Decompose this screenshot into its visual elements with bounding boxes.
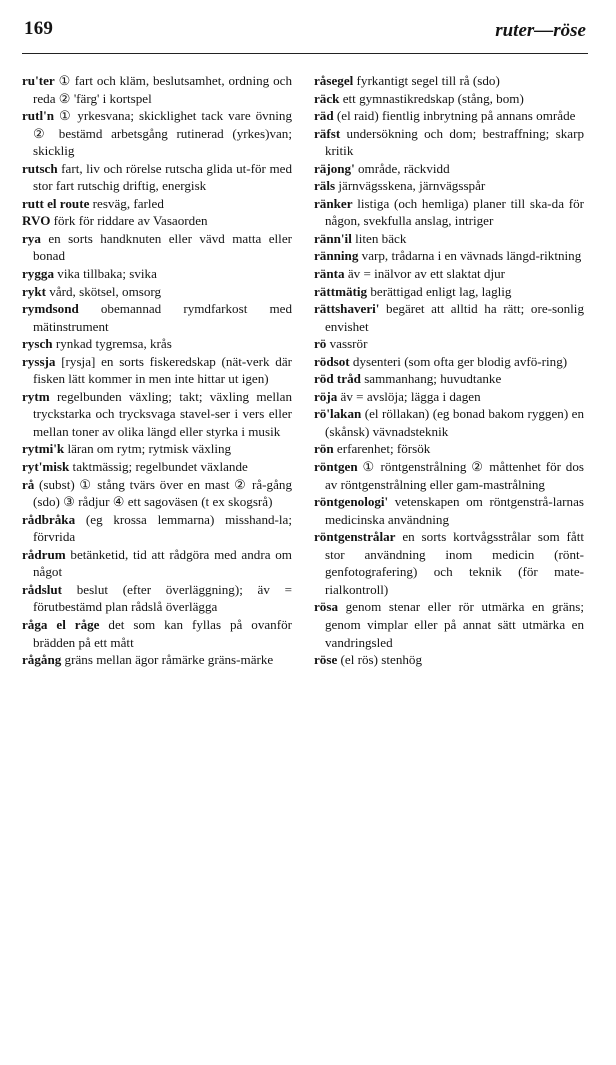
entry-definition: beslut (efter överläggning); äv = förutbestämd plan rådslå överlägga <box>33 581 292 615</box>
dictionary-entry <box>22 72 292 107</box>
dictionary-entry <box>314 493 584 528</box>
dictionary-entry <box>22 353 292 388</box>
dictionary-entry <box>314 353 584 371</box>
dictionary-entry <box>314 160 584 178</box>
entry-headword: ränn'il <box>314 230 352 246</box>
entry-definition: vård, skötsel, omsorg <box>46 283 162 299</box>
entry-headword: rytmi'k <box>22 441 65 457</box>
entry-definition: gräns mellan ägor råmärke gräns-märke <box>61 652 274 668</box>
entry-definition: taktmässig; regelbundet växlande <box>69 459 248 475</box>
entry-definition: vassrör <box>326 336 368 352</box>
entry-definition: äv = inälvor av ett slaktat djur <box>344 266 506 282</box>
entry-definition: område, räckvidd <box>354 160 450 176</box>
entry-headword: röntgen <box>314 459 358 475</box>
entry-headword: rådrum <box>22 546 66 562</box>
entry-headword: rö'lakan <box>314 406 362 422</box>
dictionary-entry <box>314 458 584 493</box>
entry-definition: (el rös) stenhög <box>337 652 423 668</box>
dictionary-entry <box>314 265 584 283</box>
entry-headword: rutl'n <box>22 108 55 124</box>
dictionary-entry <box>22 265 292 283</box>
entry-headword: räjong' <box>314 160 355 176</box>
left-column <box>22 72 292 669</box>
dictionary-entry <box>314 335 584 353</box>
entry-headword: räls <box>314 178 336 194</box>
dictionary-entry <box>22 581 292 616</box>
entry-definition: liten bäck <box>351 230 407 246</box>
entry-headword: rutt el route <box>22 195 90 211</box>
entry-definition: obemannad rymdfarkost med mätinstrument <box>33 301 292 334</box>
entry-definition: erfarenhet; försök <box>333 441 431 457</box>
entry-headword: RVO <box>22 213 51 229</box>
entry-headword: rysch <box>22 336 53 352</box>
entry-definition: genom stenar eller rör utmärka en gräns; genom vimplar eller på annat sätt utmärka en vandringsled <box>325 599 584 650</box>
entry-headword: rådslut <box>22 581 63 597</box>
entry-definition: resväg, farled <box>89 195 164 211</box>
dictionary-entry <box>22 458 292 476</box>
entry-headword: ränta <box>314 266 345 282</box>
entry-headword: ryt'misk <box>22 459 70 475</box>
entry-definition: (eg krossa lemmarna) misshand-la; förvrida <box>33 511 292 545</box>
entry-headword: röntgenologi' <box>314 494 389 510</box>
dictionary-entry <box>22 511 292 546</box>
entry-headword: rådbråka <box>22 511 76 527</box>
entry-definition: det som kan fyllas på ovanför brädden på ett mått <box>33 616 292 650</box>
entry-headword: rygga <box>22 266 54 282</box>
entry-headword: räd <box>314 108 334 124</box>
dictionary-entry <box>314 125 584 160</box>
entry-definition: [rysja] en sorts fiskeredskap (nät-verk där fisken lätt kommer in men inte hittar ut igen) <box>33 353 292 387</box>
entry-definition: (el raid) fientlig inbrytning på annans område <box>333 108 576 124</box>
dictionary-entry <box>22 300 292 335</box>
dictionary-entry <box>314 440 584 458</box>
dictionary-entry <box>22 212 292 230</box>
entry-headword: ränker <box>314 195 353 211</box>
entry-definition: fyrkantigt segel till rå (sdo) <box>353 73 500 88</box>
entry-definition: begäret att alltid ha rätt; ore-sonlig envishet <box>325 301 584 334</box>
page-number: 169 <box>24 18 54 39</box>
entry-definition: undersökning och dom; bestraffning; skarp kritik <box>325 125 584 159</box>
dictionary-entry <box>314 651 584 669</box>
dictionary-entry <box>314 107 584 125</box>
entry-headword: rö <box>314 336 327 352</box>
dictionary-entry <box>314 72 584 90</box>
entry-definition: dysenteri (som ofta ger blodig avfö-ring) <box>349 353 568 369</box>
running-head: ruter—röse <box>495 20 586 41</box>
entry-headword: rödsot <box>314 353 350 369</box>
entry-definition: fart, liv och rörelse rutscha glida ut-för med stor fart rutschig driftig, energisk <box>33 160 292 194</box>
entry-headword: råsegel <box>314 73 354 88</box>
entry-definition: ① fart och kläm, beslutsamhet, ordning och reda ② 'färg' i kortspel <box>33 73 292 106</box>
entry-definition: (el röllakan) (eg bonad bakom ryggen) en (skånsk) vävnadsteknik <box>325 406 584 439</box>
entry-headword: räck <box>314 90 340 106</box>
entry-definition: sammanhang; huvudtanke <box>360 371 502 387</box>
entry-definition: regelbunden växling; takt; växling mellan tryckstarka och trycksvaga stavel-ser i vers eller mellan toner av olika längd eller styrka i musik <box>33 388 292 439</box>
dictionary-entry <box>22 283 292 301</box>
entry-headword: ränning <box>314 248 359 264</box>
entry-headword: röja <box>314 388 338 404</box>
dictionary-entry <box>22 230 292 265</box>
entry-headword: rytm <box>22 388 50 404</box>
dictionary-entry <box>22 160 292 195</box>
dictionary-entry <box>314 90 584 108</box>
entry-headword: räfst <box>314 125 341 141</box>
dictionary-entry <box>22 616 292 651</box>
dictionary-entry <box>22 335 292 353</box>
entry-definition: ① röntgenstrålning ② måttenhet för dos av röntgenstrålning eller gam-mastrålning <box>325 459 584 492</box>
entry-headword: röntgenstrålar <box>314 529 396 545</box>
entry-definition: en sorts kortvågsstrålar som fått stor användning inom medicin (rönt-genfotografering) och teknik (för mate-rialkontroll) <box>325 529 584 597</box>
entry-headword: rymdsond <box>22 301 79 317</box>
dictionary-entry <box>314 195 584 230</box>
entry-headword: rykt <box>22 283 47 299</box>
dictionary-entry <box>314 388 584 406</box>
entry-headword: rättmätig <box>314 283 368 299</box>
header-rule <box>22 53 588 54</box>
dictionary-entry <box>314 300 584 335</box>
dictionary-entry <box>22 195 292 213</box>
dictionary-entry <box>314 177 584 195</box>
dictionary-entry <box>314 230 584 248</box>
dictionary-entry <box>314 370 584 388</box>
entry-definition: ett gymnastikredskap (stång, bom) <box>339 90 524 106</box>
entry-definition: (subst) ① stång tvärs över en mast ② rå-gång (sdo) ③ rådjur ④ ett sagoväsen (t ex skogsrå) <box>33 476 292 510</box>
dictionary-entry <box>22 651 292 669</box>
dictionary-entry <box>314 528 584 598</box>
entry-headword: röse <box>314 652 338 668</box>
entry-headword: rå <box>22 476 35 492</box>
dictionary-entry <box>314 283 584 301</box>
entry-headword: rösa <box>314 599 339 615</box>
entry-definition: varp, trådarna i en vävnads längd-riktning <box>358 248 582 264</box>
dictionary-entry <box>314 598 584 651</box>
entry-definition: listiga (och hemliga) planer till ska-da för någon, svekfulla anslag, intriger <box>325 195 584 229</box>
dictionary-entry <box>22 546 292 581</box>
entry-definition: rynkad tygremsa, krås <box>52 336 172 352</box>
entry-headword: rågång <box>22 652 62 668</box>
entry-headword: ru'ter <box>22 73 55 88</box>
dictionary-entry <box>22 476 292 511</box>
dictionary-entry <box>314 247 584 265</box>
entry-headword: råga el råge <box>22 616 100 632</box>
entry-headword: rättshaveri' <box>314 301 380 317</box>
entry-headword: rya <box>22 230 41 246</box>
entry-definition: berättigad enligt lag, laglig <box>367 283 512 299</box>
dictionary-entry <box>22 388 292 441</box>
entry-definition: förk för riddare av Vasaorden <box>50 213 208 229</box>
entry-definition: ① yrkesvana; skicklighet tack vare övning ② bestämd arbetsgång rutinerad (yrkes)van; skicklig <box>33 108 292 159</box>
entry-headword: rutsch <box>22 160 58 176</box>
entry-definition: betänketid, tid att rådgöra med andra om något <box>33 546 292 580</box>
entry-headword: ryssja <box>22 353 56 369</box>
right-column <box>314 72 584 669</box>
entry-definition: läran om rytm; rytmisk växling <box>64 441 232 457</box>
entry-headword: röd tråd <box>314 371 361 387</box>
dictionary-entry <box>22 107 292 160</box>
entry-definition: en sorts handknuten eller vävd matta eller bonad <box>33 230 292 264</box>
entry-definition: vika tillbaka; svika <box>54 266 157 282</box>
entry-headword: rön <box>314 441 334 457</box>
dictionary-entry <box>22 440 292 458</box>
dictionary-entry <box>314 405 584 440</box>
entry-definition: vetenskapen om röntgenstrå-larnas medicinska användning <box>325 494 584 527</box>
entry-definition: järnvägsskena, järnvägsspår <box>335 178 486 194</box>
entry-definition: äv = avslöja; lägga i dagen <box>337 388 481 404</box>
